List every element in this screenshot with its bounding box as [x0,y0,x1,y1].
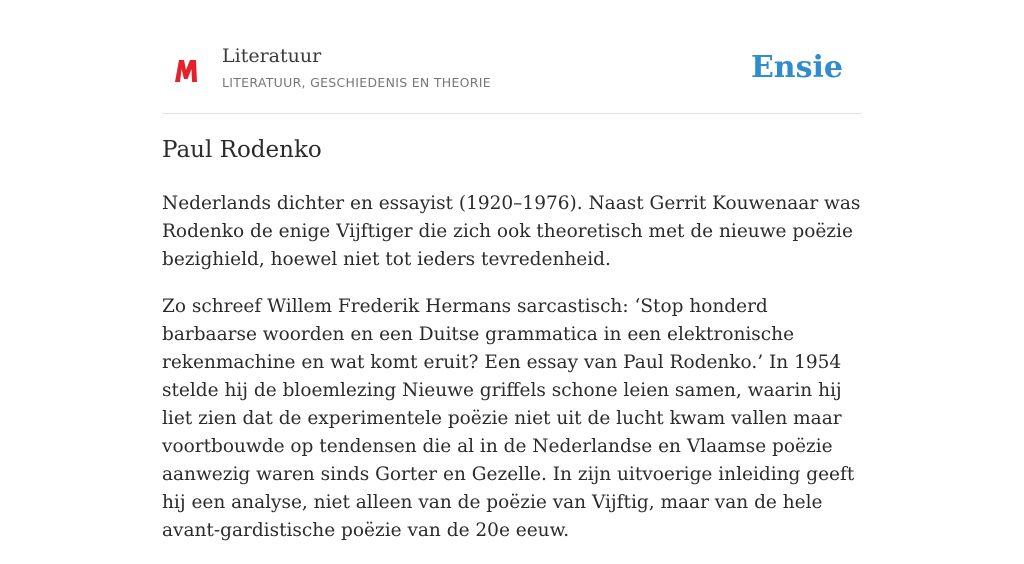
article-body [162,190,862,564]
article-title: Paul Rodenko [162,137,322,163]
paragraph: Zo schreef Willem Frederik Hermans sarcastisch: ‘Stop honderd barbaarse woorden en een Duitse grammatica in een elektronische rekenmachine en wat komt eruit? Een essay van Paul Rodenko.’ In 1954 stelde hij de bloemlezing Nieuwe griffels schone leien samen, waarin hij liet zien dat de experimentele poëzie niet uit de lucht kwam vallen maar voortbouwde op tendensen die al in de Nederlandse en Vlaamse poëzie aanwezig waren sinds Gorter en Gezelle. In zijn uitvoerige inleiding geeft hij een analyse, niet alleen van de poëzie van Vijftig, maar van de hele avant-gardistische poëzie van de 20e eeuw. [162,296,855,541]
category-subtitle: LITERATUUR, GESCHIEDENIS EN THEORIE [222,75,491,90]
header [162,40,862,114]
category-title[interactable]: Literatuur [222,45,322,67]
paragraph: Nederlands dichter en essayist (1920–1976). Naast Gerrit Kouwenaar was Rodenko de enige Vijftiger die zich ook theoretisch met de nieuwe poëzie bezighield, hoewel niet tot ieders tevredenheid. [162,193,861,270]
brand-logo[interactable]: Ensie [750,50,843,85]
red-m-logo-icon[interactable] [173,57,199,85]
